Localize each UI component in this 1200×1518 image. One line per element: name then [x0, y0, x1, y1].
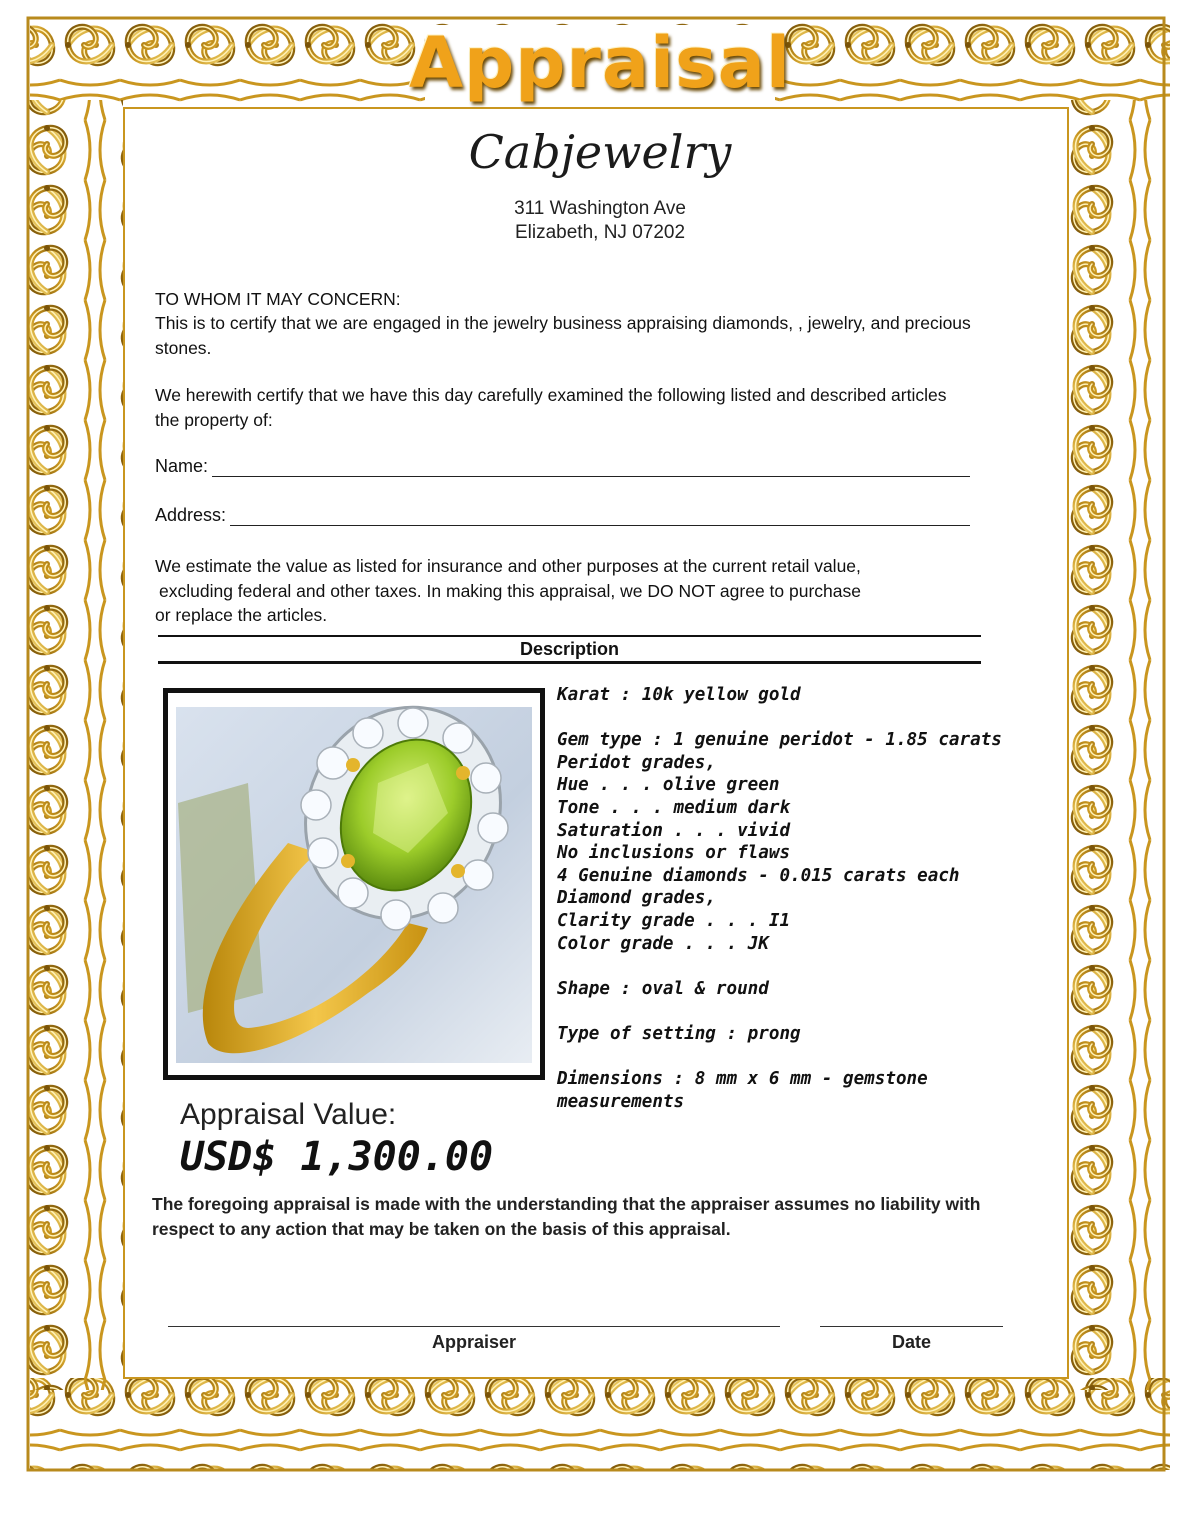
address-line[interactable]: [230, 511, 970, 526]
description-line: Tone . . . medium dark: [557, 797, 791, 818]
description-line: Shape : oval & round: [557, 978, 769, 999]
salutation: TO WHOM IT MAY CONCERN:: [155, 289, 401, 309]
page-title: Appraisal: [408, 22, 792, 104]
description-line: Gem type : 1 genuine peridot - 1.85 carats: [557, 730, 1002, 751]
description-rule-top: [158, 635, 981, 637]
description-heading: Description: [519, 639, 620, 659]
name-label: Name:: [155, 456, 209, 476]
address-label: Address:: [155, 505, 227, 525]
company-address-line2: Elizabeth, NJ 07202: [514, 222, 686, 243]
estimate-line1: We estimate the value as listed for insurance and other purposes at the current retail value,: [155, 556, 861, 576]
appraiser-label: Appraiser: [431, 1332, 517, 1352]
description-line: Dimensions : 8 mm x 6 mm - gemstone: [557, 1069, 928, 1090]
peridot-ring-photo: [163, 688, 545, 1080]
appraisal-value-amount: USD$ 1,300.00: [180, 1134, 494, 1180]
description-line: Hue . . . olive green: [557, 775, 780, 796]
ring-illustration: [168, 693, 540, 1075]
description-spacer: [557, 955, 1027, 978]
company-name: Cabjewelry: [468, 125, 732, 179]
description-line: Clarity grade . . . I1: [557, 910, 791, 931]
description-rule-bottom: [158, 661, 981, 664]
certify-paragraph: We herewith certify that we have this day carefully examined the following listed and described articles the property of:: [155, 385, 947, 430]
date-signature-line[interactable]: [820, 1326, 1003, 1327]
description-line: Diamond grades,: [557, 888, 716, 909]
description-line: Type of setting : prong: [557, 1023, 801, 1044]
description-line: No inclusions or flaws: [557, 843, 791, 864]
description-line: Karat : 10k yellow gold: [557, 685, 801, 705]
name-line[interactable]: [212, 462, 970, 477]
description-details: [557, 684, 1027, 1113]
description-spacer: [557, 707, 1027, 730]
estimate-line3: or replace the articles.: [155, 605, 328, 625]
intro-paragraph: This is to certify that we are engaged in the jewelry business appraising diamonds, , jewelry, and precious stones.: [155, 313, 971, 358]
name-field[interactable]: [155, 456, 970, 477]
company-address-line1: 311 Washington Ave: [514, 198, 686, 219]
date-label: Date: [891, 1332, 931, 1352]
description-line: measurements: [557, 1091, 685, 1112]
disclaimer-line1: The foregoing appraisal is made with the understanding that the appraiser assumes no liability with: [152, 1194, 981, 1214]
description-spacer: [557, 1046, 1027, 1069]
estimate-line2: excluding federal and other taxes. In making this appraisal, we DO NOT agree to purchase: [159, 581, 861, 601]
description-line: 4 Genuine diamonds - 0.015 carats each: [557, 865, 960, 886]
description-line: Saturation . . . vivid: [557, 820, 791, 841]
appraisal-value-label: Appraisal Value:: [180, 1098, 397, 1131]
description-line: Peridot grades,: [557, 752, 716, 773]
description-spacer: [557, 1000, 1027, 1023]
description-line: Color grade . . . JK: [557, 933, 769, 954]
address-field[interactable]: [155, 505, 970, 526]
appraiser-signature-line[interactable]: [168, 1326, 780, 1327]
disclaimer: [152, 1192, 1012, 1242]
disclaimer-line2: respect to any action that may be taken on the basis of this appraisal.: [152, 1219, 731, 1239]
